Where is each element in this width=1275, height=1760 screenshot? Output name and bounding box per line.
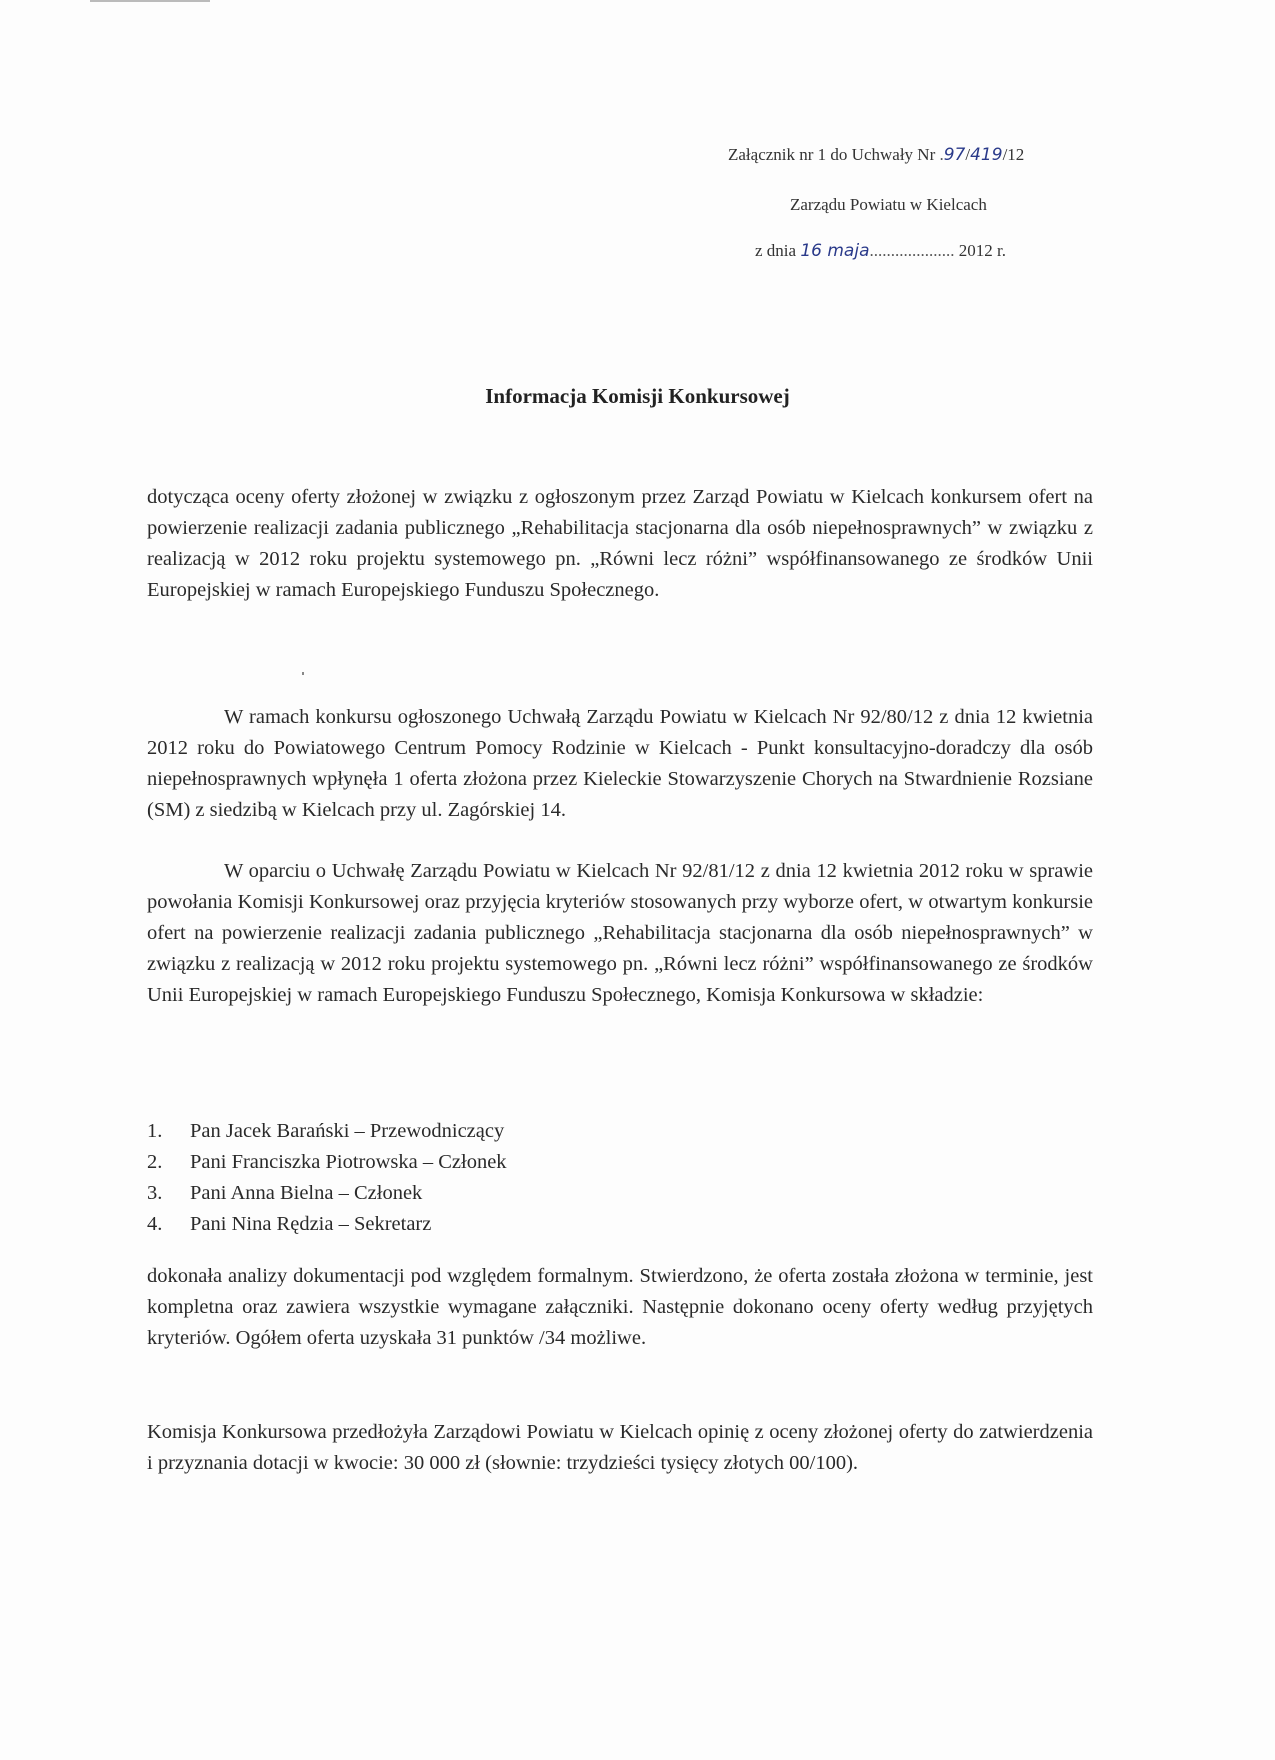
scan-artifact bbox=[90, 0, 210, 2]
date-line: z dnia 16 maja.................... 2012 r. bbox=[755, 241, 1006, 261]
handwritten-number-b: 419 bbox=[970, 145, 1003, 165]
handwritten-number-a: 97 bbox=[943, 145, 966, 165]
list-item: 3. Pani Anna Bielna – Członek bbox=[147, 1182, 423, 1204]
list-item: 1. Pan Jacek Barański – Przewodniczący bbox=[147, 1120, 505, 1142]
competition-paragraph: W ramach konkursu ogłoszonego Uchwałą Zarządu Powiatu w Kielcach Nr 92/80/12 z dnia 12 kwietnia 2012 roku do Powiatowego Centrum Pomocy Rodzinie w Kielcach - Punkt konsultacyjno-doradczy dla osób niepełnosprawnych wpłynęła 1 oferta złożona przez Kieleckie Stowarzyszenie Chorych na Stwardnienie Rozsiane (SM) z siedzibą w Kielcach przy ul. Zagórskiej 14. bbox=[147, 706, 1093, 821]
issuer-line: Zarządu Powiatu w Kielcach bbox=[790, 195, 987, 214]
recommendation-paragraph: Komisja Konkursowa przedłożyła Zarządowi Powiatu w Kielcach opinię z oceny złożonej oferty do zatwierdzenia i przyznania dotacji w kwocie: 30 000 zł (słownie: trzydzieści tysięcy złotych 00/100). bbox=[147, 1421, 1093, 1474]
scan-dot bbox=[302, 672, 304, 675]
list-item: 4. Pani Nina Rędzia – Sekretarz bbox=[147, 1213, 432, 1235]
analysis-paragraph: dokonała analizy dokumentacji pod względem formalnym. Stwierdzono, że oferta została złożona w terminie, jest kompletna oraz zawiera wszystkie wymagane załączniki. Następnie dokonano oceny oferty według przyjętych kryteriów. Ogółem oferta uzyskała 31 punktów /34 możliwe. bbox=[147, 1265, 1093, 1349]
intro-paragraph: dotycząca oceny oferty złożonej w związku z ogłoszonym przez Zarząd Powiatu w Kielcach konkursem ofert na powierzenie realizacji zadania publicznego „Rehabilitacja stacjonarna dla osób niepełnosprawnych” w związku z realizacją w 2012 roku projektu systemowego pn. „Równi lecz różni” współfinansowanego ze środków Unii Europejskiej w ramach Europejskiego Funduszu Społecznego. bbox=[147, 486, 1093, 601]
committee-members-list bbox=[147, 1116, 947, 1240]
resolution-paragraph: W oparciu o Uchwałę Zarządu Powiatu w Kielcach Nr 92/81/12 z dnia 12 kwietnia 2012 roku w sprawie powołania Komisji Konkursowej oraz przyjęcia kryteriów stosowanych przy wyborze ofert, w otwartym konkursie ofert na powierzenie realizacji zadania publicznego „Rehabilitacja stacjonarna dla osób niepełnosprawnych” w związku z realizacją w 2012 roku projektu systemowego pn. „Równi lecz różni” współfinansowanego ze środków Unii Europejskiej w ramach Europejskiego Funduszu Społecznego, Komisja Konkursowa w składzie: bbox=[147, 860, 1093, 1006]
attachment-reference: Załącznik nr 1 do Uchwały Nr .97/419/12 bbox=[728, 145, 1025, 165]
handwritten-date: 16 maja bbox=[800, 241, 870, 261]
attachment-label: Załącznik nr 1 do Uchwały Nr bbox=[728, 145, 936, 164]
document-title: Informacja Komisji Konkursowej bbox=[485, 384, 790, 408]
list-item: 2. Pani Franciszka Piotrowska – Członek bbox=[147, 1151, 507, 1173]
